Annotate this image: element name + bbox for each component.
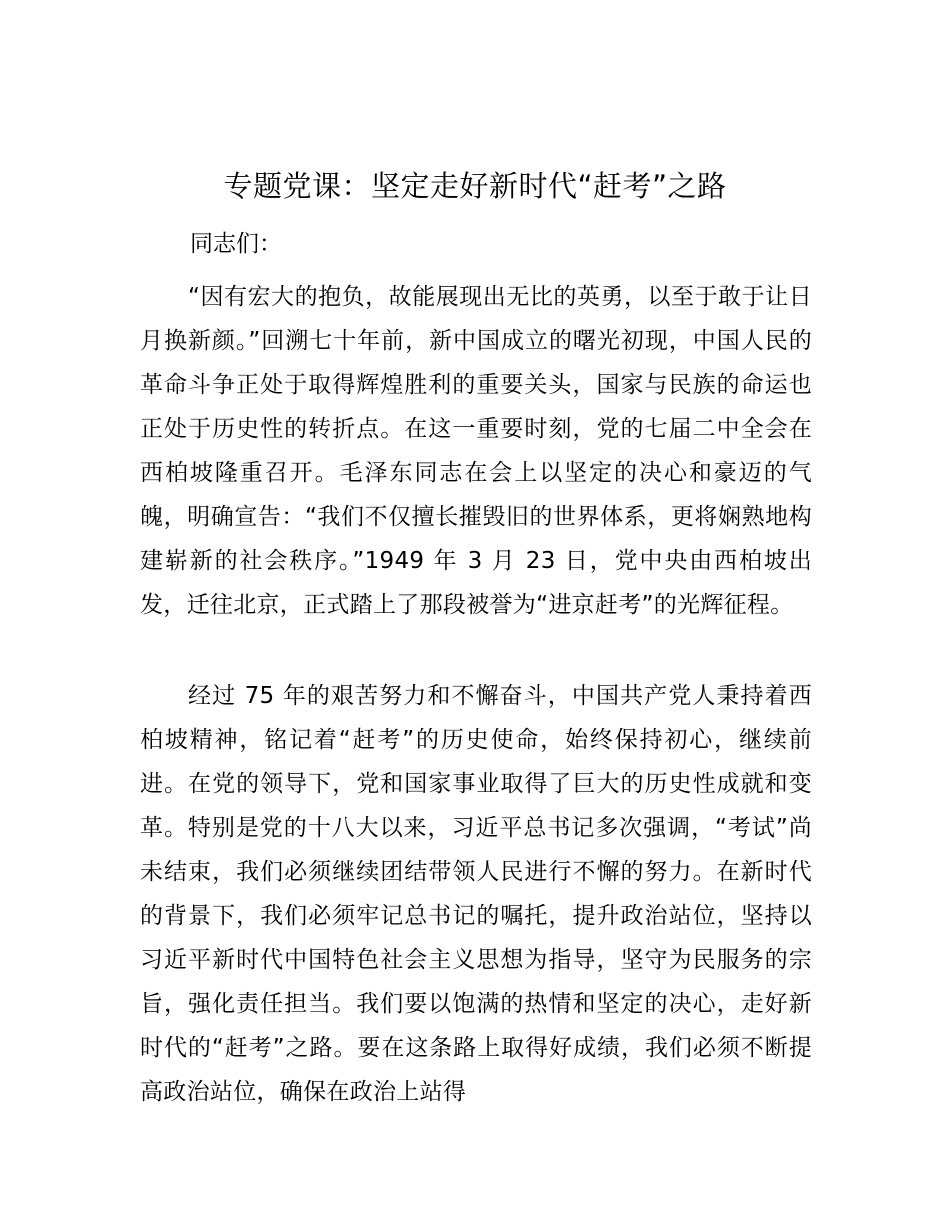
body-paragraph-1: “因有宏大的抱负，故能展现出无比的英勇，以至于敢于让日月换新颜。”回溯七十年前，新中国成立的曙光初现，中国人民的革命斗争正处于取得辉煌胜利的重要关头，国家与民族的命运也正处于历史性的转折点。在这一重要时刻，党的七届二中全会在西柏坡隆重召开。毛泽东同志在会上以坚定的决心和豪迈的气魄，明确宣告：“我们不仅擅长摧毁旧的世界体系，更将娴熟地构建崭新的社会秩序。”1949 年 3 月 23 日，党中央由西柏坡出发，迁往北京，正式踏上了那段被誉为“进京赶考”的光辉征程。 — [140, 284, 812, 618]
salutation: 同志们： — [190, 231, 282, 257]
body-paragraph-2: 经过 75 年的艰苦努力和不懈奋斗，中国共产党人秉持着西柏坡精神，铭记着“赶考”的历史使命，始终保持初心，继续前进。在党的领导下，党和国家事业取得了巨大的历史性成就和变革。特别是党的十八大以来，习近平总书记多次强调，“考试”尚未结束，我们必须继续团结带领人民进行不懈的努力。在新时代的背景下，我们必须牢记总书记的嘱托，提升政治站位，坚持以习近平新时代中国特色社会主义思想为指导，坚守为民服务的宗旨，强化责任担当。我们要以饱满的热情和坚定的决心，走好新时代的“赶考”之路。要在这条路上取得好成绩，我们必须不断提高政治站位，确保在政治上站得 — [140, 683, 812, 1105]
document-title: 专题党课：坚定走好新时代“赶考”之路 — [223, 169, 727, 203]
